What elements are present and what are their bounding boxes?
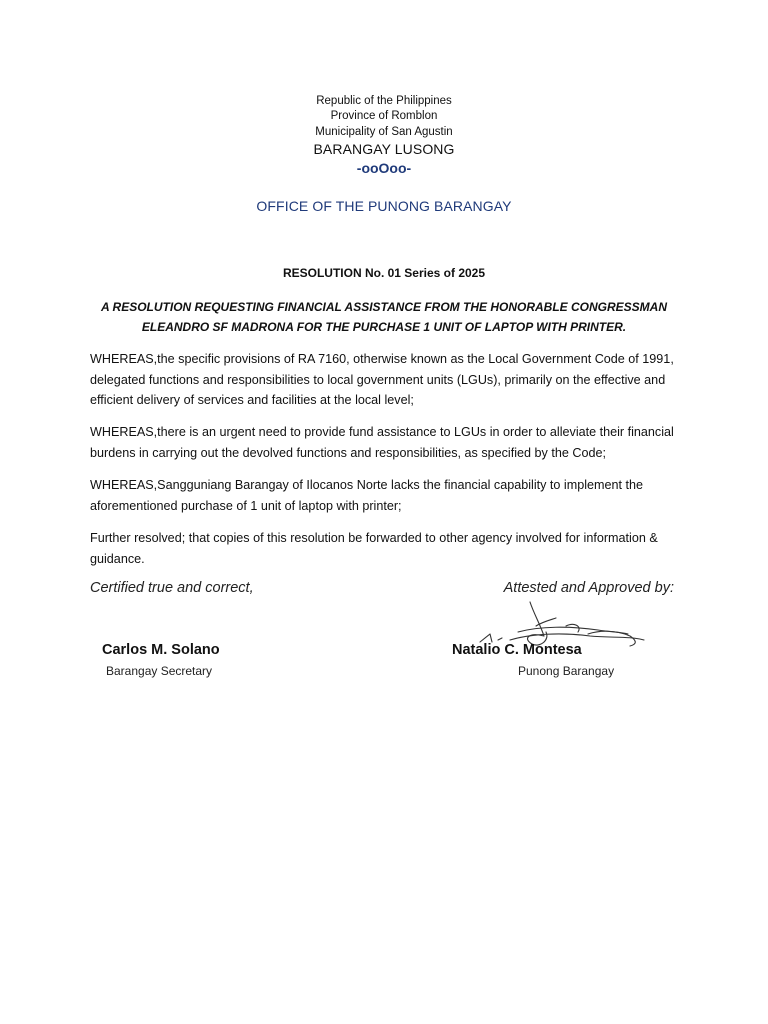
whereas-paragraph-1: WHEREAS,the specific provisions of RA 7160, otherwise known as the Local Government Code of 1991, delegated functions and responsibilities to local government units (LGUs), primarily on the effective and efficient delivery of services and facilities at the local level;	[90, 352, 674, 407]
header-municipality: Municipality of San Agustin	[315, 126, 453, 138]
resolution-title-line2: ELEANDRO SF MADRONA FOR THE PURCHASE 1 UNIT OF LAPTOP WITH PRINTER.	[141, 320, 627, 334]
resolved-paragraph: Further resolved; that copies of this resolution be forwarded to other agency involved for information & guidance.	[90, 531, 658, 566]
header-province: Province of Romblon	[330, 110, 438, 122]
certified-label: Certified true and correct,	[90, 580, 254, 596]
resolution-title-line1: A RESOLUTION REQUESTING FINANCIAL ASSISTANCE FROM THE HONORABLE CONGRESSMAN	[100, 300, 667, 314]
captain-title: Punong Barangay	[518, 664, 615, 678]
attested-label: Attested and Approved by:	[503, 580, 674, 596]
resolution-number: RESOLUTION No. 01 Series of 2025	[282, 266, 486, 280]
header-barangay: BARANGAY LUSONG	[313, 141, 455, 157]
whereas-paragraph-2: WHEREAS,there is an urgent need to provide fund assistance to LGUs in order to alleviate their financial burdens in carrying out the devolved functions and responsibilities, as specified by the Code;	[90, 425, 674, 460]
captain-name: Natalio C. Montesa	[452, 642, 582, 658]
secretary-name: Carlos M. Solano	[102, 642, 220, 658]
header-ornament: -ooOoo-	[356, 160, 412, 176]
secretary-title: Barangay Secretary	[106, 664, 213, 678]
office-title: OFFICE OF THE PUNONG BARANGAY	[256, 198, 512, 214]
whereas-paragraph-3: WHEREAS,Sangguniang Barangay of Ilocanos Norte lacks the financial capability to implement the aforementioned purchase of 1 unit of laptop with printer;	[90, 478, 644, 513]
header-republic: Republic of the Philippines	[316, 95, 452, 107]
